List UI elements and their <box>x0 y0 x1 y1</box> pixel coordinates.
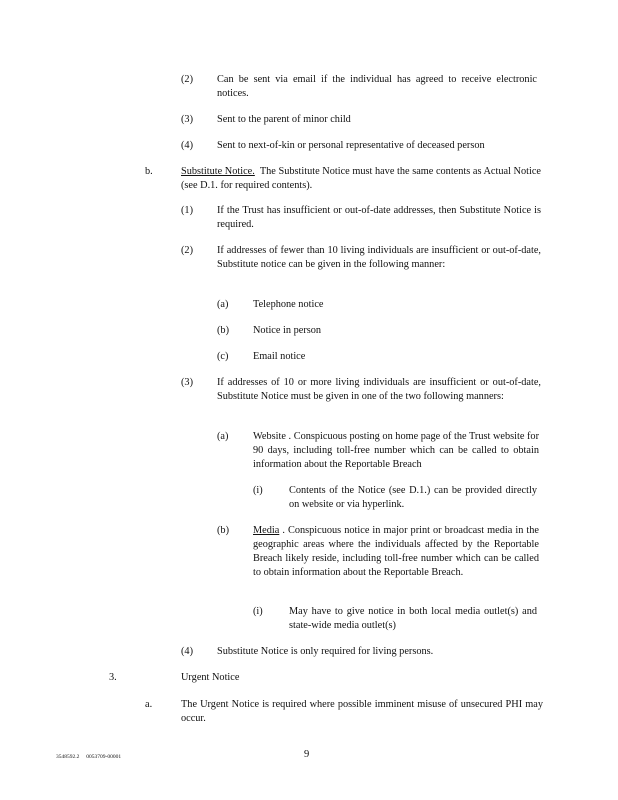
item-text: The Substitute Notice must have the same contents as Actual Notice (see D.1. for required contents). <box>181 166 541 191</box>
item-marker: (c) <box>217 351 229 362</box>
item-marker: 3. <box>109 672 117 683</box>
item-text: Contents of the Notice (see D.1.) can be provided directly on website or via hyperlink. <box>289 485 537 510</box>
page-number: 9 <box>304 749 310 760</box>
item-text: Sent to next-of-kin or personal representative of deceased person <box>217 140 485 151</box>
item-heading: Media <box>253 525 280 536</box>
item-text: . Conspicuous posting on home page of the Trust website for 90 days, including toll-free number which can be called to obtain information about the Reportable Breach <box>253 431 540 470</box>
item-paragraph <box>253 524 539 580</box>
item-marker: (b) <box>217 325 230 336</box>
item-text: Urgent Notice <box>181 672 240 683</box>
item-text: . Conspicuous notice in major print or broadcast media in the geographic areas where the individuals affected by the Reportable Breach likely reside, including toll-free number which can be called to obtain information about the Reportable Breach. <box>253 525 539 578</box>
item-marker: (2) <box>181 245 194 256</box>
item-text: If the Trust has insufficient or out-of-date addresses, then Substitute Notice is required. <box>217 205 541 230</box>
item-marker: b. <box>145 166 153 177</box>
item-text: Telephone notice <box>253 299 324 310</box>
item-marker: (i) <box>253 606 263 617</box>
item-text: Notice in person <box>253 325 322 336</box>
item-text: Email notice <box>253 351 306 362</box>
item-marker: (a) <box>217 431 229 442</box>
item-heading: Website <box>253 431 286 442</box>
item-text: May have to give notice in both local media outlet(s) and state-wide media outlet(s) <box>289 606 537 631</box>
item-marker: (4) <box>181 140 194 151</box>
item-marker: (4) <box>181 646 194 657</box>
item-text: If addresses of 10 or more living individuals are insufficient or out-of-date, Substitute Notice must be given in one of the two following manners: <box>217 377 541 402</box>
item-marker: (3) <box>181 377 194 388</box>
item-paragraph <box>253 430 539 472</box>
item-paragraph <box>181 165 541 193</box>
item-text: Sent to the parent of minor child <box>217 114 351 125</box>
item-marker: (a) <box>217 299 229 310</box>
item-marker: (3) <box>181 114 194 125</box>
item-marker: (1) <box>181 205 194 216</box>
item-text: If addresses of fewer than 10 living individuals are insufficient or out-of-date, Substitute notice can be given in the following manner: <box>217 245 541 270</box>
item-text: The Urgent Notice is required where possible imminent misuse of unsecured PHI may occur. <box>181 699 543 724</box>
item-marker: (i) <box>253 485 263 496</box>
item-heading: Substitute Notice. <box>181 166 255 177</box>
document-id: 3548592.2 0053709-00001 <box>56 754 122 760</box>
item-marker: (2) <box>181 74 194 85</box>
item-marker: (b) <box>217 525 230 536</box>
item-text: Can be sent via email if the individual has agreed to receive electronic notices. <box>217 74 537 99</box>
item-text: Substitute Notice is only required for living persons. <box>217 646 434 657</box>
item-marker: a. <box>145 699 153 710</box>
